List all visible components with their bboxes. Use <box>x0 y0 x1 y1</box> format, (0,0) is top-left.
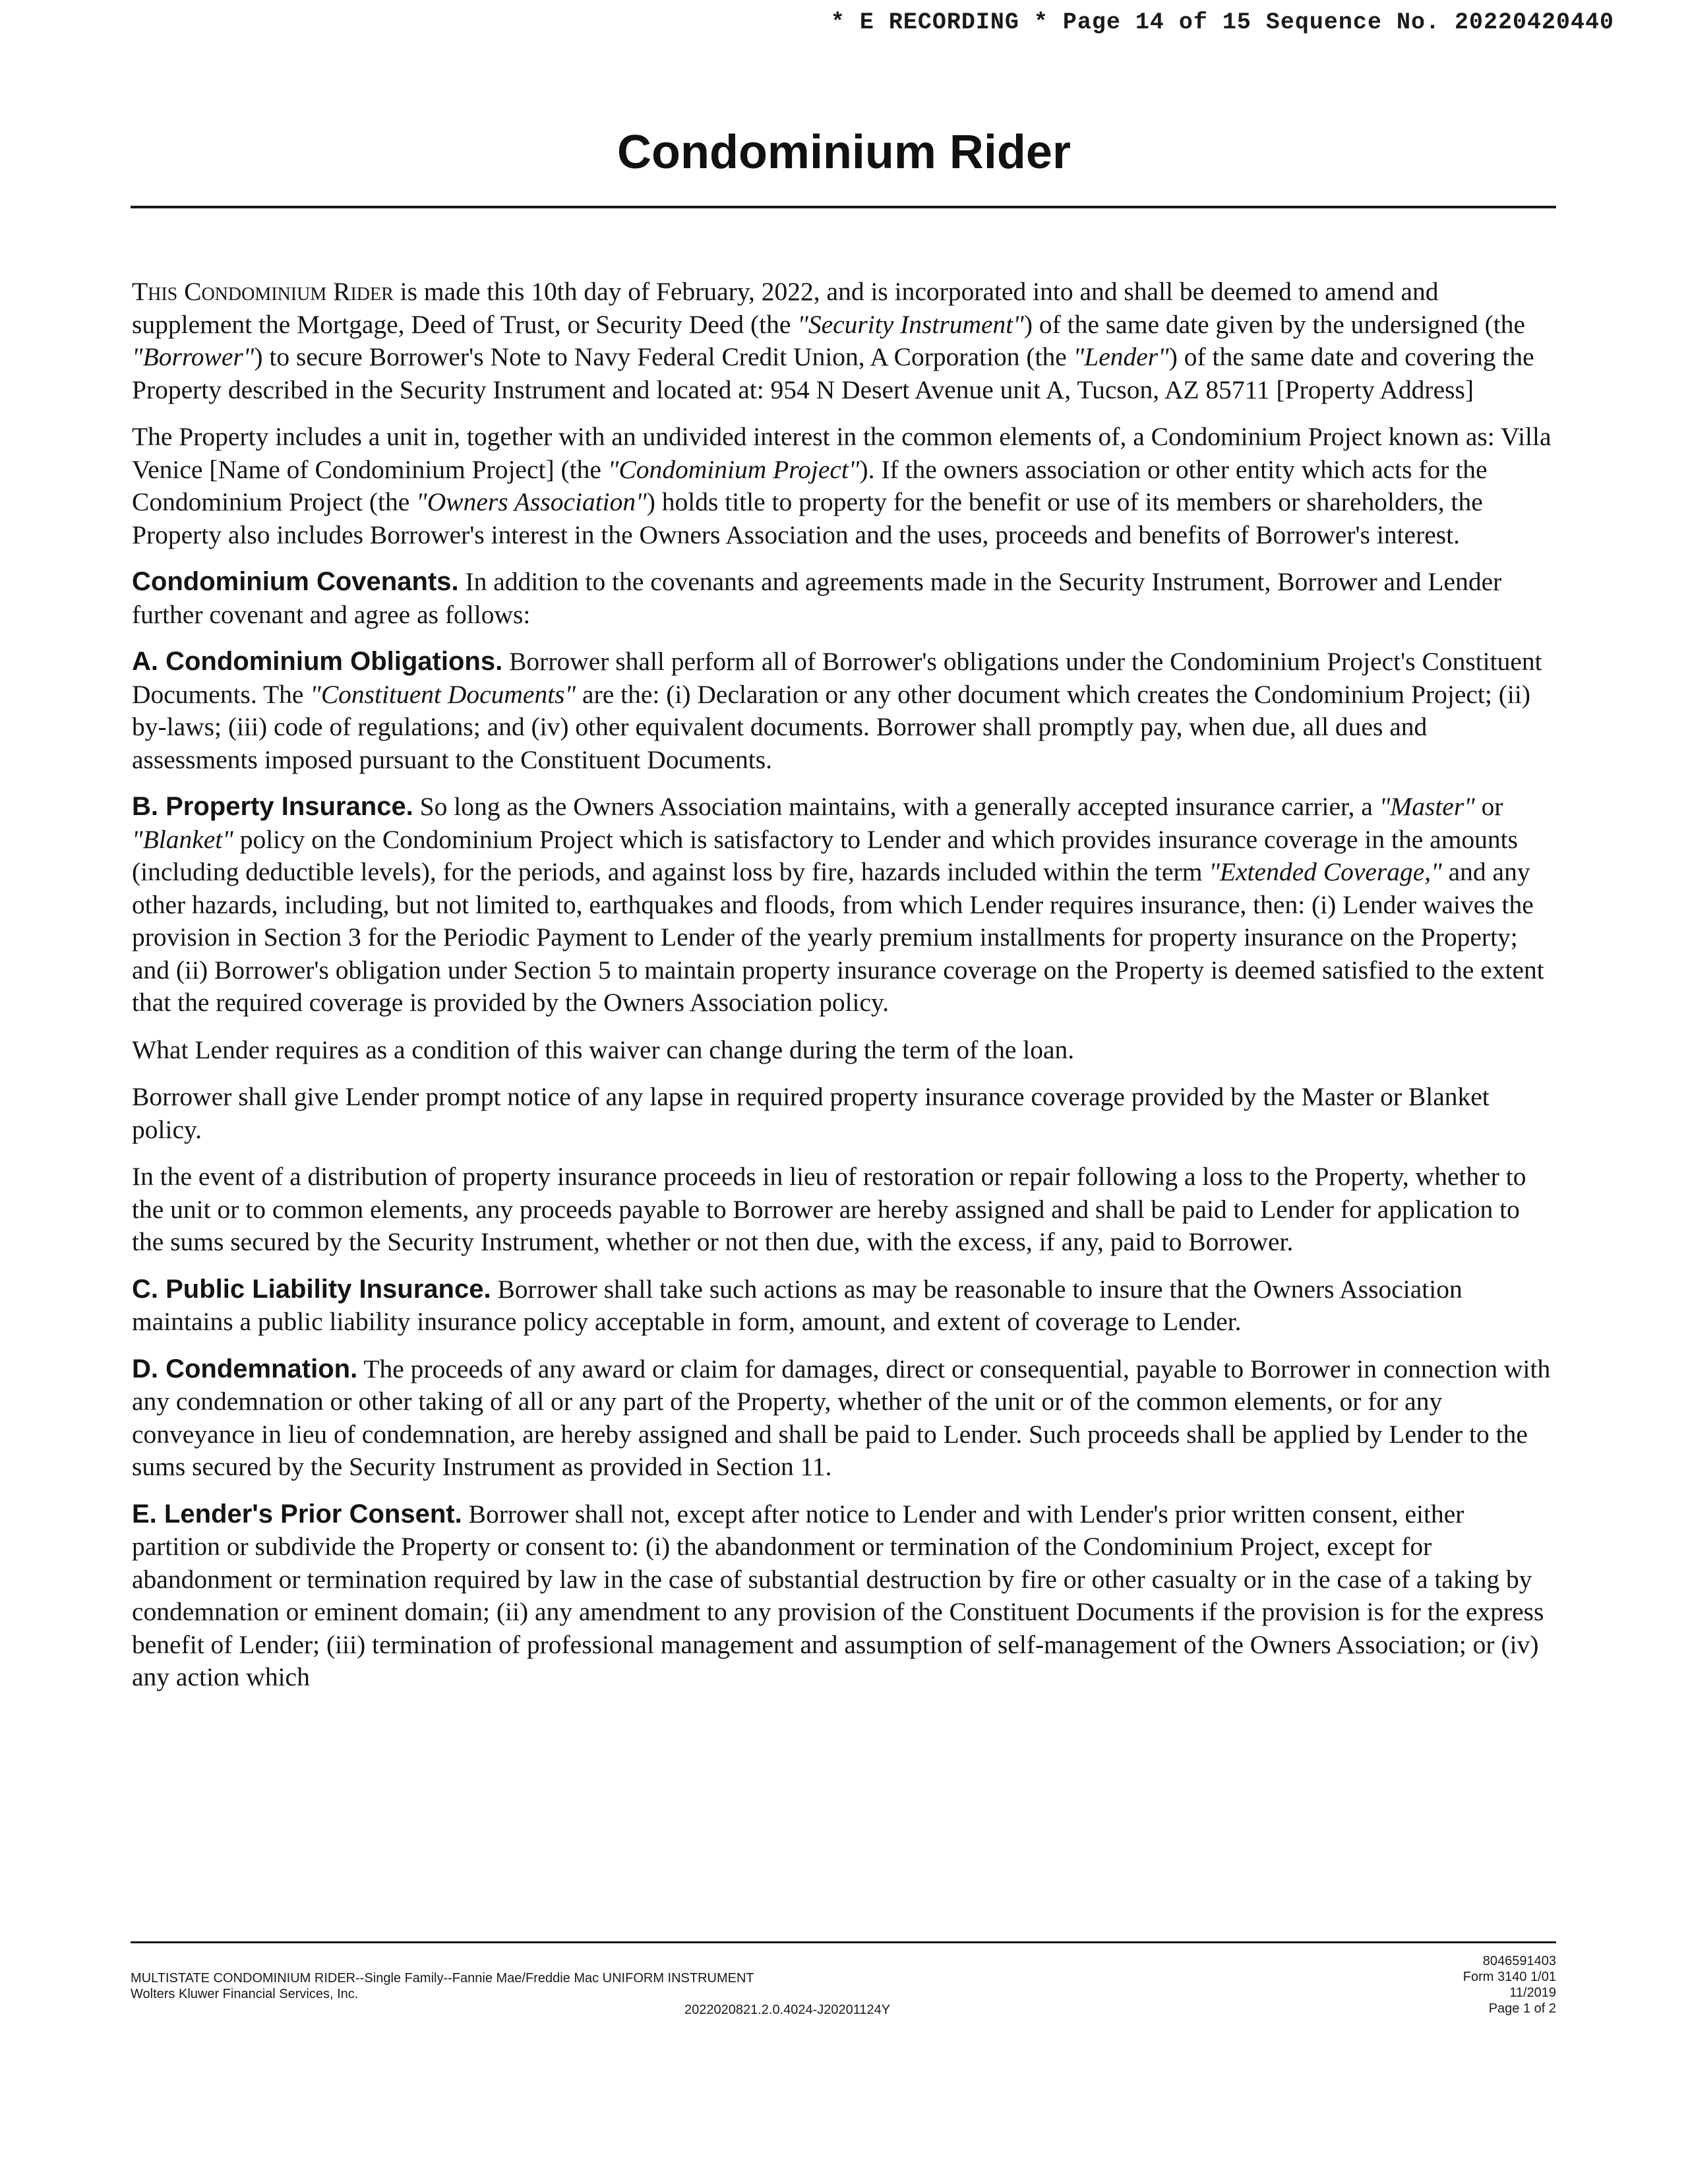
term-blanket: "Blanket" <box>132 824 233 854</box>
term-constituent-documents: "Constituent Documents" <box>310 679 576 709</box>
distribution-paragraph: In the event of a distribution of property insurance proceeds in lieu of restoration or repair following a loss to the Property, whether to the unit or to common elements, any proceeds payable to Borrower are hereby assigned and shall be paid to Lender for application to the sums secured by the Security Instrument, whether or not then due, with the excess, if any, paid to Borrower. <box>132 1162 1526 1256</box>
section-a: A. Condominium Obligations. Borrower shall perform all of Borrower's obligations under the Condominium Project's Constituent Documents. The "Constituent Documents" are the: (i) Declaration or any other document which creates the Condominium Project; (ii) by-laws; (iii) code of regulations; and (iv) other equivalent documents. Borrower shall promptly pay, when due, all dues and assessments imposed pursuant to the Constituent Documents. <box>132 647 1542 774</box>
publisher: Wolters Kluwer Financial Services, Inc. <box>131 1987 359 2001</box>
term-condominium-project: "Condominium Project" <box>607 454 860 484</box>
loan-number: 8046591403 <box>1482 1954 1556 1968</box>
section-c: C. Public Liability Insurance. Borrower shall take such actions as may be reasonable to insure that the Owners Association maintains a public liability insurance policy acceptable in form, amount, and extent of coverage to Lender. <box>132 1274 1462 1336</box>
section-d-heading: D. Condemnation. <box>132 1354 358 1383</box>
term-lender: "Lender" <box>1073 342 1169 371</box>
form-name: MULTISTATE CONDOMINIUM RIDER--Single Family--Fannie Mae/Freddie Mac UNIFORM INSTRUMENT <box>131 1971 754 1986</box>
section-e-heading: E. Lender's Prior Consent. <box>132 1499 462 1529</box>
page-number: Page 1 of 2 <box>1488 2001 1556 2016</box>
footer-divider <box>131 1941 1556 1943</box>
section-c-heading: C. Public Liability Insurance. <box>132 1274 491 1304</box>
section-a-heading: A. Condominium Obligations. <box>132 647 503 676</box>
section-e: E. Lender's Prior Consent. Borrower shall not, except after notice to Lender and with Lender's prior written consent, either partition or subdivide the Property or consent to: (i) the abandonment or termination of the Condominium Project, except for abandonment or termination required by law in the case of substantial destruction by fire or other casualty or in the case of a taking by condemnation or eminent domain; (ii) any amendment to any provision of the Constituent Documents if the provision is for the express benefit of Lender; (iii) termination of professional management and assumption of self-management of the Owners Association; or (iv) any action which <box>132 1499 1544 1691</box>
covenants-paragraph: Condominium Covenants. In addition to the covenants and agreements made in the Security Instrument, Borrower and Lender further covenant and agree as follows: <box>132 567 1502 629</box>
term-extended-coverage: "Extended Coverage," <box>1209 857 1442 886</box>
footer-right <box>1463 1953 1556 2017</box>
term-owners-association: "Owners Association" <box>416 487 647 516</box>
covenants-heading: Condominium Covenants. <box>132 567 459 596</box>
form-number: Form 3140 1/01 <box>1462 1970 1556 1984</box>
intro-lead: This Condominium Rider <box>132 277 394 306</box>
page-title: Condominium Rider <box>617 126 1071 179</box>
section-b: B. Property Insurance. So long as the Owners Association maintains, with a generally accepted insurance carrier, a "Master" or "Blanket" policy on the Condominium Project which is satisfactory to Lender and which provides insurance coverage in the amounts (including deductible levels), for the periods, and against loss by fire, hazards included within the term "Extended Coverage," and any other hazards, including, but not limited to, earthquakes and floods, from which Lender requires insurance, then: (i) Lender waives the provision in Section 3 for the Periodic Payment to Lender of the yearly premium installments for property insurance on the Property; and (ii) Borrower's obligation under Section 5 to maintain property insurance coverage on the Property is deemed satisfied to the extent that the required coverage is provided by the Owners Association policy. <box>132 792 1544 1017</box>
recording-header: * E RECORDING * Page 14 of 15 Sequence No. 20220420440 <box>830 9 1614 36</box>
form-revision: 11/2019 <box>1509 1986 1556 2000</box>
waiver-paragraph: What Lender requires as a condition of this waiver can change during the term of the loan. <box>132 1035 1075 1064</box>
section-d: D. Condemnation. The proceeds of any award or claim for damages, direct or consequential, payable to Borrower in connection with any condemnation or other taking of all or any part of the Property, whether of the unit or of the common elements, or for any conveyance in lieu of condemnation, are hereby assigned and shall be paid to Lender. Such proceeds shall be applied by Lender to the sums secured by the Security Instrument as provided in Section 11. <box>132 1354 1551 1481</box>
term-master: "Master" <box>1379 792 1475 821</box>
doc-code: 2022020821.2.0.4024-J20201124Y <box>684 2003 891 2017</box>
section-b-heading: B. Property Insurance. <box>132 792 413 821</box>
footer-center <box>684 2002 890 2018</box>
lapse-paragraph: Borrower shall give Lender prompt notice of any lapse in required property insurance coverage provided by the Master or Blanket policy. <box>132 1082 1490 1144</box>
title-divider <box>131 206 1556 208</box>
term-security-instrument: "Security Instrument" <box>797 309 1024 339</box>
document-body <box>132 276 1555 1709</box>
property-paragraph: The Property includes a unit in, together with an undivided interest in the common elements of, a Condominium Project known as: Villa Venice [Name of Condominium Project] (the "Condominium Project"). If the owners association or other entity which acts for the Condominium Project (the "Owners Association") holds title to property for the benefit or use of its members or shareholders, the Property also includes Borrower's interest in the Owners Association and the uses, proceeds and benefits of Borrower's interest. <box>132 422 1552 549</box>
page-footer <box>131 1953 1556 2032</box>
footer-left <box>131 1970 754 2002</box>
term-borrower: "Borrower" <box>132 342 255 371</box>
intro-paragraph: This Condominium Rider is made this 10th day of February, 2022, and is incorporated into and shall be deemed to amend and supplement the Mortgage, Deed of Trust, or Security Deed (the "Security Instrument") of the same date given by the undersigned (the "Borrower") to secure Borrower's Note to Navy Federal Credit Union, A Corporation (the "Lender") of the same date and covering the Property described in the Security Instrument and located at: 954 N Desert Avenue unit A, Tucson, AZ 85711 [Property Address] <box>132 277 1534 404</box>
